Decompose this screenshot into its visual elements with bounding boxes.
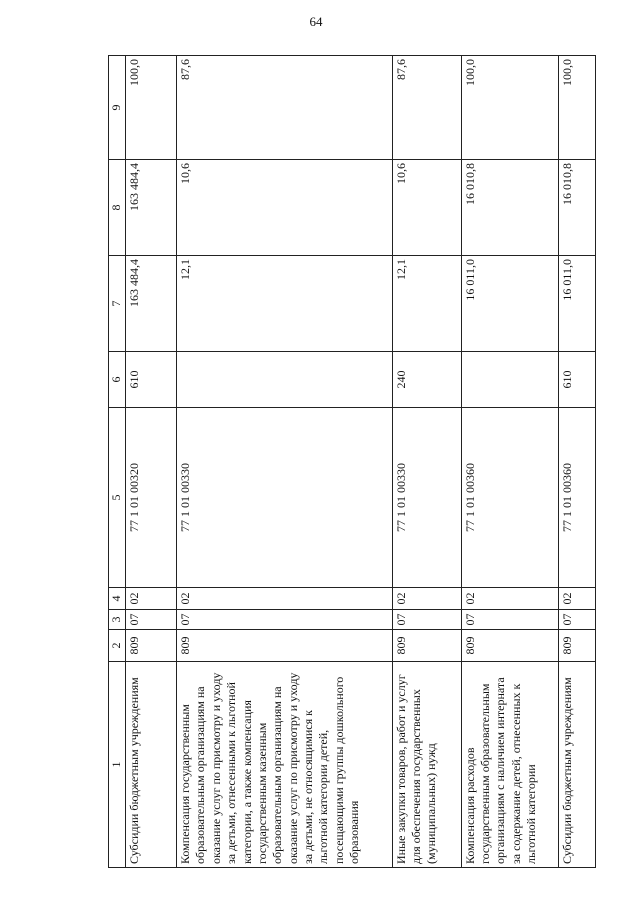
section-cell: 07 [461, 610, 558, 630]
ministry-code-cell: 809 [461, 630, 558, 662]
planned-amount-cell: 12,1 [177, 256, 392, 352]
planned-amount-cell: 16 011,0 [461, 256, 558, 352]
expense-type-cell [461, 352, 558, 408]
executed-amount-cell: 16 010,8 [558, 160, 595, 256]
ministry-code-cell: 809 [177, 630, 392, 662]
target-article-cell: 77 1 01 00330 [392, 408, 461, 588]
executed-amount-cell: 163 484,4 [126, 160, 177, 256]
table-row [558, 56, 595, 868]
execution-percent-cell: 100,0 [558, 56, 595, 160]
column-header: 9 [109, 56, 126, 160]
row-name-cell: Компенсация государственным образовательным организациям на оказание услуг по присмотру и уходу за детьми, отнесенными к льготной категории, а также компенсация государственным казенным образовательным организациям на оказание услуг по присмотру и уходу за детьми, не относящимися к льготной категории детей, посещающими группы дошкольного образования [177, 662, 392, 868]
execution-percent-cell: 87,6 [392, 56, 461, 160]
section-cell: 07 [126, 610, 177, 630]
column-header: 2 [109, 630, 126, 662]
target-article-cell: 77 1 01 00360 [461, 408, 558, 588]
table-row [461, 56, 558, 868]
column-header: 8 [109, 160, 126, 256]
subsection-cell: 02 [461, 588, 558, 610]
row-name-cell: Иные закупки товаров, работ и услуг для обеспечения государственных (муниципальных) нужд [392, 662, 461, 868]
subsection-cell: 02 [392, 588, 461, 610]
budget-table [108, 55, 596, 868]
expense-type-cell: 610 [558, 352, 595, 408]
execution-percent-cell: 100,0 [126, 56, 177, 160]
ministry-code-cell: 809 [126, 630, 177, 662]
table-row [126, 56, 177, 868]
planned-amount-cell: 163 484,4 [126, 256, 177, 352]
page-number: 64 [309, 14, 323, 29]
expense-type-cell [177, 352, 392, 408]
ministry-code-cell: 809 [558, 630, 595, 662]
executed-amount-cell: 10,6 [392, 160, 461, 256]
subsection-cell: 02 [558, 588, 595, 610]
column-header: 1 [109, 662, 126, 868]
expense-type-cell: 610 [126, 352, 177, 408]
table-header-row [109, 56, 126, 868]
row-name-cell: Субсидии бюджетным учреждениям [126, 662, 177, 868]
target-article-cell: 77 1 01 00320 [126, 408, 177, 588]
column-header: 7 [109, 256, 126, 352]
table-row [392, 56, 461, 868]
expense-type-cell: 240 [392, 352, 461, 408]
executed-amount-cell: 10,6 [177, 160, 392, 256]
section-cell: 07 [177, 610, 392, 630]
planned-amount-cell: 12,1 [392, 256, 461, 352]
execution-percent-cell: 87,6 [177, 56, 392, 160]
table-row [177, 56, 392, 868]
target-article-cell: 77 1 01 00360 [558, 408, 595, 588]
target-article-cell: 77 1 01 00330 [177, 408, 392, 588]
row-name-cell: Компенсация расходов государственным образовательным организациям с наличием интерната за содержание детей, отнесенных к льготной категории [461, 662, 558, 868]
budget-table-container [108, 56, 596, 868]
execution-percent-cell: 100,0 [461, 56, 558, 160]
ministry-code-cell: 809 [392, 630, 461, 662]
subsection-cell: 02 [177, 588, 392, 610]
executed-amount-cell: 16 010,8 [461, 160, 558, 256]
column-header: 6 [109, 352, 126, 408]
section-cell: 07 [392, 610, 461, 630]
planned-amount-cell: 16 011,0 [558, 256, 595, 352]
column-header: 4 [109, 588, 126, 610]
column-header: 5 [109, 408, 126, 588]
subsection-cell: 02 [126, 588, 177, 610]
row-name-cell: Субсидии бюджетным учреждениям [558, 662, 595, 868]
column-header: 3 [109, 610, 126, 630]
section-cell: 07 [558, 610, 595, 630]
